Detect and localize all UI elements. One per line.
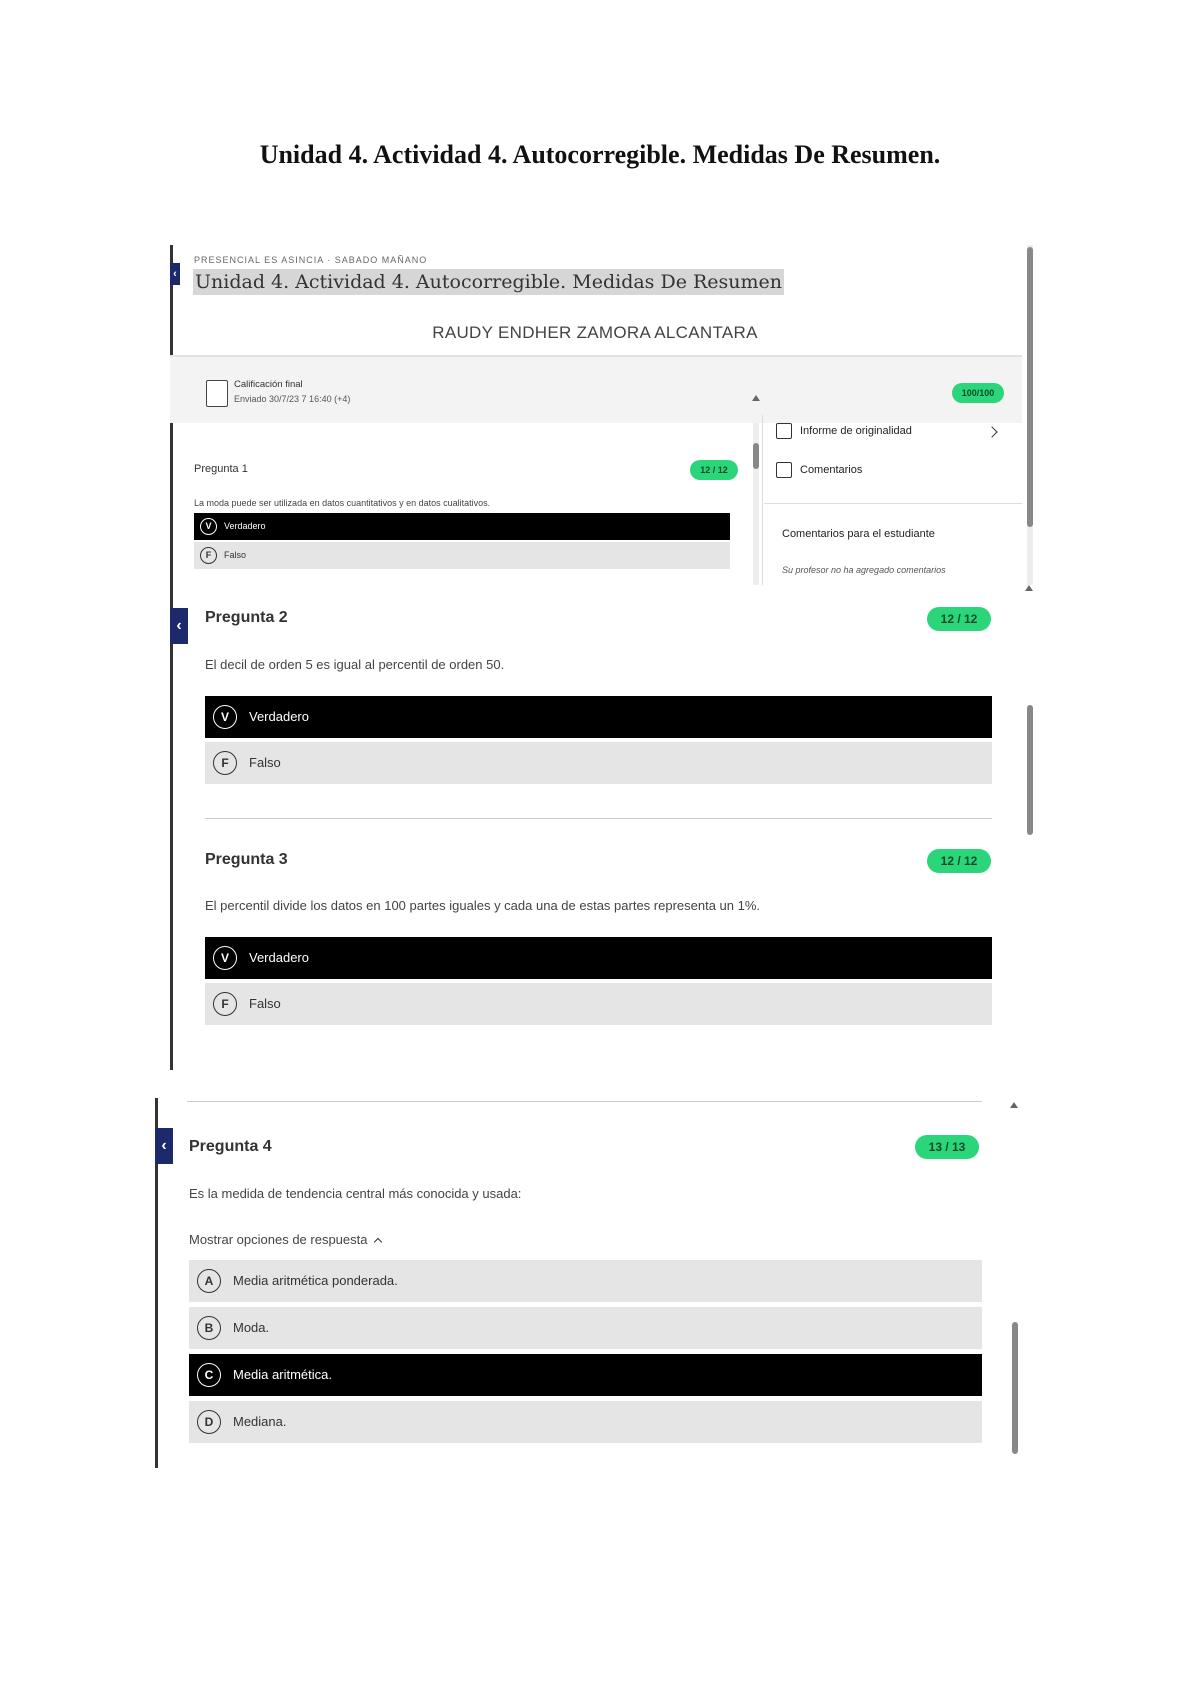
question-3-option-true[interactable] <box>205 937 992 979</box>
content-scrollbar-thumb[interactable] <box>753 443 759 469</box>
screenshot-activity-header <box>170 245 1035 585</box>
document-icon <box>206 380 228 407</box>
chevron-up-icon <box>374 1238 382 1246</box>
content-scrollbar[interactable] <box>753 423 759 585</box>
question-2-text: El decil de orden 5 es igual al percentil de orden 50. <box>205 657 505 672</box>
option-letter-icon: C <box>197 1363 221 1387</box>
question-1-title: Pregunta 1 <box>194 463 248 475</box>
option-label: Falso <box>249 755 281 770</box>
question-2-option-false[interactable] <box>205 742 992 784</box>
screenshot-questions-2-3 <box>170 585 1035 1070</box>
question-4-text: Es la medida de tendencia central más conocida y usada: <box>189 1186 522 1201</box>
show-options-label: Mostrar opciones de respuesta <box>189 1232 368 1247</box>
activity-title: Unidad 4. Actividad 4. Autocorregible. Medidas De Resumen <box>195 271 783 293</box>
option-letter-icon: D <box>197 1410 221 1434</box>
page-scrollbar[interactable] <box>1012 1112 1018 1468</box>
question-divider <box>187 1101 982 1102</box>
scroll-up-arrow-icon[interactable] <box>1025 585 1033 591</box>
option-letter-icon: F <box>213 992 237 1016</box>
question-4-option-d[interactable] <box>189 1401 982 1443</box>
option-label: Falso <box>224 550 247 560</box>
option-letter-icon: V <box>200 518 217 535</box>
question-2-score-badge: 12 / 12 <box>927 607 991 631</box>
show-answer-options-toggle[interactable] <box>189 1232 381 1247</box>
option-label: Verdadero <box>224 521 266 531</box>
collapse-panel-icon[interactable]: ‹ <box>155 1128 173 1164</box>
originality-report-icon <box>776 423 792 439</box>
scroll-up-arrow-icon[interactable] <box>1010 1102 1018 1108</box>
final-grade-label: Calificación final <box>234 379 303 390</box>
option-letter-icon: V <box>213 705 237 729</box>
option-label: Verdadero <box>249 950 309 965</box>
option-label: Verdadero <box>249 709 309 724</box>
student-comments-note: Su profesor no ha agregado comentarios <box>782 565 946 575</box>
option-label: Media aritmética. <box>233 1367 332 1382</box>
option-label: Mediana. <box>233 1414 287 1429</box>
option-label: Media aritmética ponderada. <box>233 1273 398 1288</box>
question-3-text: El percentil divide los datos en 100 partes iguales y cada una de estas partes representa un 1%. <box>205 898 761 913</box>
page-scrollbar[interactable] <box>1027 595 1033 1070</box>
right-panel-divider <box>762 415 763 585</box>
document-title: Unidad 4. Actividad 4. Autocorregible. Medidas De Resumen. <box>259 140 941 169</box>
page-scrollbar-thumb[interactable] <box>1027 705 1033 835</box>
question-3-score-badge: 12 / 12 <box>927 849 991 873</box>
question-1-score-badge: 12 / 12 <box>690 460 738 480</box>
page-scrollbar-thumb[interactable] <box>1012 1322 1018 1454</box>
course-breadcrumb[interactable]: PRESENCIAL ES ASINCIA · SABADO MAÑANO <box>194 255 428 265</box>
screenshot-question-4 <box>155 1098 1020 1468</box>
page-scrollbar[interactable] <box>1027 245 1033 585</box>
student-name: RAUDY ENDHER ZAMORA ALCANTARA <box>432 323 758 342</box>
question-divider <box>205 818 992 819</box>
question-1-option-true[interactable] <box>194 513 730 540</box>
collapse-panel-icon[interactable]: ‹ <box>170 263 180 285</box>
option-label: Moda. <box>233 1320 270 1335</box>
option-label: Falso <box>249 996 281 1011</box>
question-4-score-badge: 13 / 13 <box>915 1135 979 1159</box>
question-1-option-false[interactable] <box>194 542 730 569</box>
grade-band <box>170 357 1022 423</box>
scroll-up-arrow-icon[interactable] <box>752 395 760 401</box>
left-edge-bar <box>170 585 173 1070</box>
option-letter-icon: F <box>213 751 237 775</box>
question-4-option-b[interactable] <box>189 1307 982 1349</box>
option-letter-icon: B <box>197 1316 221 1340</box>
submission-date: Enviado 30/7/23 7 16:40 (+4) <box>234 394 351 404</box>
collapse-panel-icon[interactable]: ‹ <box>170 608 188 644</box>
comments-icon <box>776 462 792 478</box>
question-3-option-false[interactable] <box>205 983 992 1025</box>
right-panel-separator <box>764 503 1022 504</box>
question-2-option-true[interactable] <box>205 696 992 738</box>
option-letter-icon: V <box>213 946 237 970</box>
comments-link[interactable]: Comentarios <box>800 464 863 476</box>
option-letter-icon: F <box>200 547 217 564</box>
question-4-title: Pregunta 4 <box>189 1138 272 1155</box>
page-scrollbar-thumb[interactable] <box>1027 247 1033 527</box>
question-4-option-c[interactable] <box>189 1354 982 1396</box>
question-3-title: Pregunta 3 <box>205 851 288 868</box>
question-2-title: Pregunta 2 <box>205 609 288 626</box>
question-4-option-a[interactable] <box>189 1260 982 1302</box>
option-letter-icon: A <box>197 1269 221 1293</box>
student-comments-title: Comentarios para el estudiante <box>782 528 935 540</box>
originality-report-link[interactable]: Informe de originalidad <box>800 425 912 437</box>
final-grade-badge: 100/100 <box>952 383 1004 403</box>
question-1-text: La moda puede ser utilizada en datos cuantitativos y en datos cualitativos. <box>194 498 491 508</box>
chevron-right-icon[interactable] <box>986 426 997 437</box>
